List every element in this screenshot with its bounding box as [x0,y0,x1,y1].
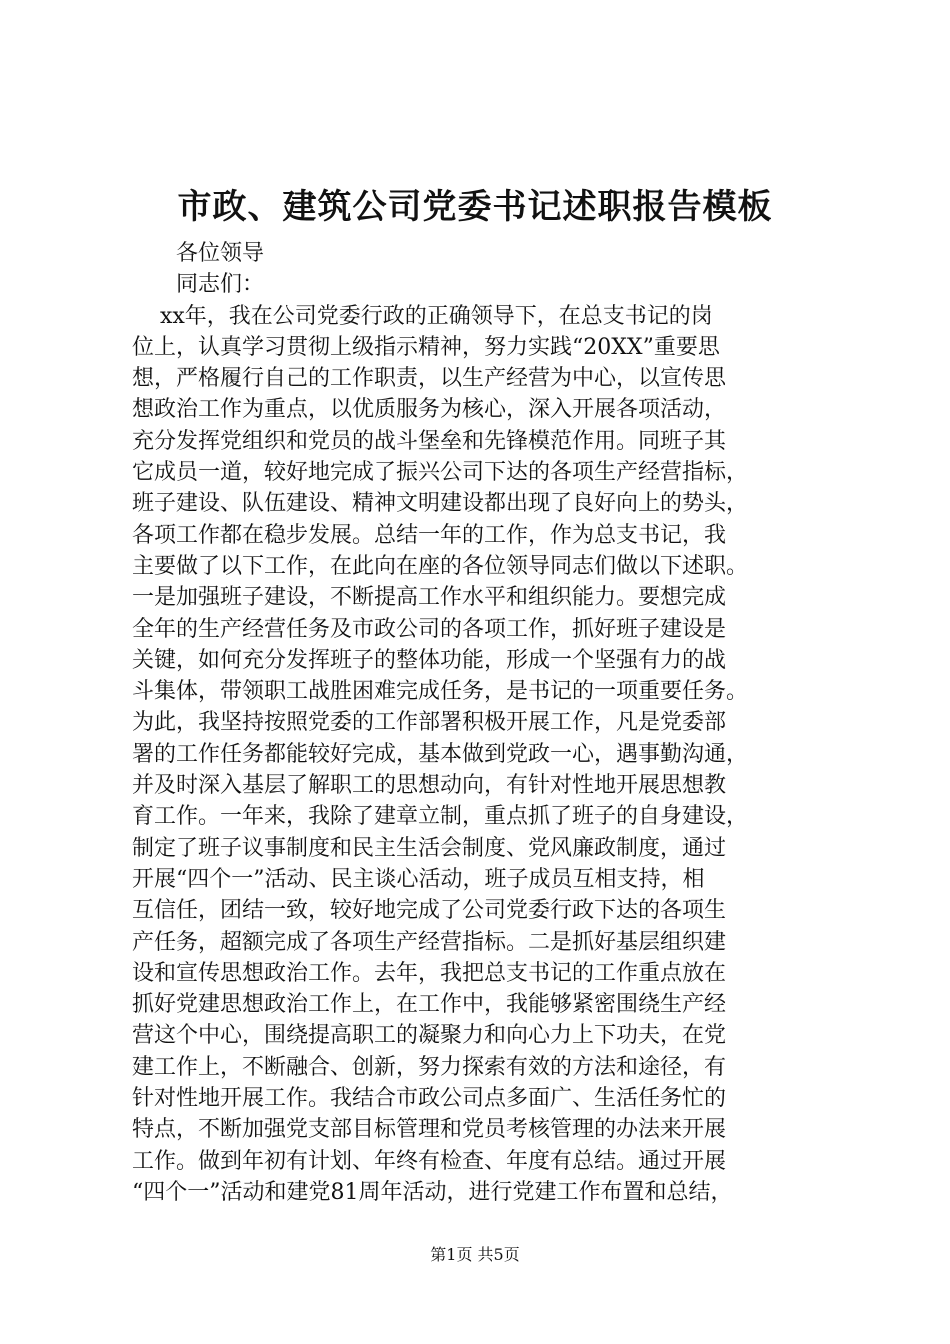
body-line: 想，严格履行自己的工作职责，以生产经营为中心，以宣传思 [132,366,727,392]
body-line: 产任务，超额完成了各项生产经营指标。二是抓好基层组织建 [132,929,727,955]
document-body [132,238,824,1208]
body-line: 设和宣传思想政治工作。去年，我把总支书记的工作重点放在 [132,960,727,986]
body-line: 开展“四个一”活动、民主谈心活动，班子成员互相支持，相 [132,866,705,892]
body-line: “四个一”活动和建党81周年活动，进行党建工作布置和总结， [132,1179,733,1205]
body-line: 营这个中心，围绕提高职工的凝聚力和向心力上下功夫，在党 [132,1023,727,1049]
body-line: 工作。做到年初有计划、年终有检查、年度有总结。通过开展 [132,1148,727,1174]
body-line: 建工作上，不断融合、创新，努力探索有效的方法和途径，有 [132,1054,727,1080]
body-line: xx年，我在公司党委行政的正确领导下，在总支书记的岗 [132,303,713,329]
body-line: 位上，认真学习贯彻上级指示精神，努力实践“20XX”重要思 [132,334,720,360]
body-line: 全年的生产经营任务及市政公司的各项工作，抓好班子建设是 [132,616,727,642]
page-footer: 第1页 共5页 [430,1245,520,1264]
body-line: 制定了班子议事制度和民主生活会制度、党风廉政制度，通过 [132,835,727,861]
body-line: 为此，我坚持按照党委的工作部署积极开展工作，凡是党委部 [132,710,727,736]
body-text [132,301,824,1209]
body-line: 班子建设、队伍建设、精神文明建设都出现了良好向上的势头， [132,491,749,517]
body-line: 充分发挥党组织和党员的战斗堡垒和先锋模范作用。同班子其 [132,428,727,454]
body-line: 关键，如何充分发挥班子的整体功能，形成一个坚强有力的战 [132,647,727,673]
body-line: 一是加强班子建设，不断提高工作水平和组织能力。要想完成 [132,585,727,611]
body-line: 它成员一道，较好地完成了振兴公司下达的各项生产经营指标， [132,460,749,486]
body-line: 针对性地开展工作。我结合市政公司点多面广、生活任务忙的 [132,1086,727,1112]
body-line: 主要做了以下工作，在此向在座的各位领导同志们做以下述职。 [132,553,749,579]
body-line: 并及时深入基层了解职工的思想动向，有针对性地开展思想教 [132,773,727,799]
body-line: 特点，不断加强党支部目标管理和党员考核管理的办法来开展 [132,1117,727,1143]
document-title: 市政、建筑公司党委书记述职报告模板 [177,187,773,227]
body-line: 斗集体，带领职工战胜困难完成任务，是书记的一项重要任务。 [132,679,749,705]
body-line: 想政治工作为重点，以优质服务为核心，深入开展各项活动， [132,397,727,423]
body-line: 抓好党建思想政治工作上，在工作中，我能够紧密围绕生产经 [132,992,727,1018]
salutation-line: 各位领导 [176,241,265,266]
body-line: 署的工作任务都能较好完成，基本做到党政一心，遇事勤沟通， [132,741,749,767]
body-line: 互信任，团结一致，较好地完成了公司党委行政下达的各项生 [132,898,727,924]
body-line: 育工作。一年来，我除了建章立制，重点抓了班子的自身建设， [132,804,749,830]
salutation-line: 同志们： [176,272,265,298]
body-line: 各项工作都在稳步发展。总结一年的工作，作为总支书记，我 [132,522,727,548]
